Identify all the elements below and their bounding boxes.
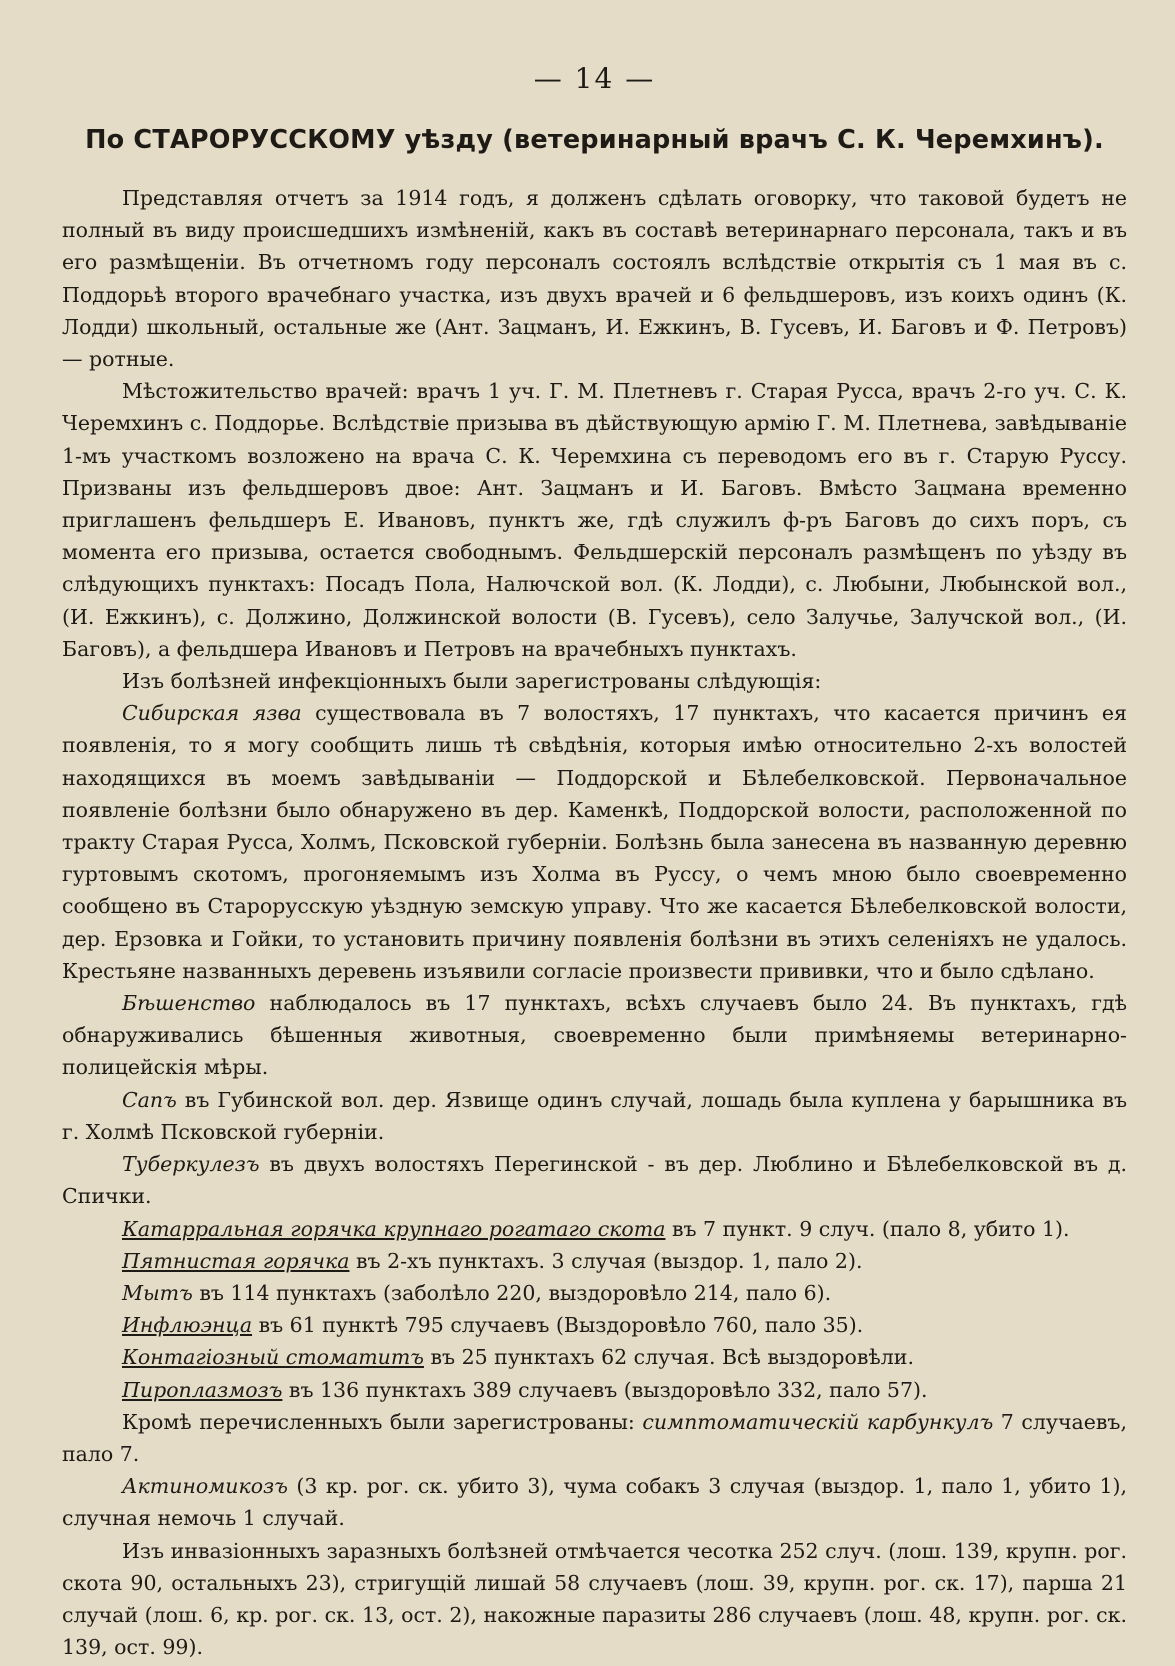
paragraph-residence: Мѣстожительство врачей: врачъ 1 уч. Г. М. Плетневъ г. Старая Русса, врачъ 2-го уч. С. К. Черемхинъ с. Поддорье. Вслѣдствіе призыва въ дѣйствующую армію Г. М. Плетнева, завѣдываніе 1-мъ участкомъ возложено на врача С. К. Черемхина съ переводомъ его въ г. Старую Руссу. Призваны изъ фельдшеровъ двое: Ант. Зацманъ и И. Баговъ. Вмѣсто Зацмана временно приглашенъ фельдшеръ Е. Ивановъ, пунктъ же, гдѣ служилъ ф-ръ Баговъ до сихъ поръ, съ момента его призыва, остается свободнымъ. Фельдшерскій персоналъ размѣщенъ по уѣзду въ слѣдующихъ пунктахъ: Посадъ Пола, Налючской вол. (К. Лодди), с. Любыни, Любынской вол., (И. Ежкинъ), с. Должино, Должинской волости (В. Гусевъ), село Залучье, Залучской вол., (И. Баговъ), а фельдшера Ивановъ и Петровъ на врачебныхъ пунктахъ.	[62, 379, 1127, 661]
term-rabies: Бѣшенство	[122, 991, 256, 1016]
text-stomatitis: въ 25 пунктахъ 62 случая. Всѣ выздоровѣли.	[423, 1345, 914, 1370]
text-anthrax: существовала въ 7 волостяхъ, 17 пунктахъ, что касается причинъ ея появленія, то я могу сообщить лишь тѣ свѣдѣнія, которыя имѣю относительно 2-хъ волостей находящихся въ моемъ завѣдываніи — Поддорской и Бѣлебелковской. Первоначальное появленіе болѣзни было обнаружено въ дер. Каменкѣ, Поддорской волости, расположенной по тракту Старая Русса, Холмъ, Псковской губерніи. Болѣзнь была занесена въ названную деревню гуртовымъ скотомъ, прогоняемымъ изъ Холма въ Руссу, о чемъ мною было своевременно сообщено въ Старорусскую уѣздную земскую управу. Что же касается Бѣлебелковской волости, дер. Ерзовка и Гойки, то установить причину появленія болѣзни въ этихъ селеніяхъ не удалось. Крестьяне названныхъ деревень изъявили согласіе произвести прививки, что и было сдѣлано.	[62, 701, 1127, 983]
text-strangles: въ 114 пунктахъ (заболѣло 220, выздоровѣло 214, пало 6).	[192, 1280, 832, 1305]
term-glanders: Сапъ	[122, 1087, 177, 1112]
text-carbuncle-intro: Кромѣ перечисленныхъ были зарегистрованы:	[122, 1409, 643, 1434]
text-actinomycosis: (3 кр. рог. ск. убито 3), чума собакъ 3 случая (выздор. 1, пало 1, убито 1), случная немочь 1 случай.	[62, 1474, 1127, 1531]
term-anthrax: Сибирская язва	[122, 701, 302, 726]
paragraph-spotted-fever	[62, 1245, 1127, 1277]
paragraph-piroplasmosis	[62, 1374, 1127, 1406]
paragraph-tuberculosis	[62, 1148, 1127, 1212]
paragraph-rabies	[62, 987, 1127, 1084]
term-strangles: Мытъ	[122, 1280, 193, 1305]
paragraph-catarrhal-fever	[62, 1213, 1127, 1245]
paragraph-influenza	[62, 1309, 1127, 1341]
text-influenza: въ 61 пунктѣ 795 случаевъ (Выздоровѣло 760, пало 35).	[252, 1313, 864, 1338]
text-tuberculosis: въ двухъ волостяхъ Перегинской - въ дер. Люблино и Бѣлебелковской въ д. Спички.	[62, 1152, 1127, 1209]
text-carbuncle: 7 случаевъ, пало 7.	[62, 1409, 1127, 1466]
paragraph-glanders	[62, 1084, 1127, 1148]
paragraph-invasive: Изъ инвазіонныхъ заразныхъ болѣзней отмѣчается чесотка 252 случ. (лош. 139, крупн. рог. скота 90, остальныхъ 23), стригущій лишай 58 случаевъ (лош. 39, крупн. рог. ск. 17), парша 21 случай (лош. 6, кр. рог. ск. 13, ост. 2), накожные паразиты 286 случаевъ (лош. 48, крупн. рог. ск. 139, ост. 99).	[62, 1538, 1127, 1660]
section-heading: По СТАРОРУССКОМУ уѣзду (ветеринарный врачъ С. К. Черемхинъ).	[85, 125, 1104, 155]
term-influenza: Инфлюэнца	[122, 1313, 253, 1338]
paragraph-anthrax	[62, 697, 1127, 987]
term-tuberculosis: Туберкулезъ	[122, 1152, 260, 1177]
term-spotted-fever: Пятнистая горячка	[122, 1248, 350, 1273]
text-piroplasmosis: въ 136 пунктахъ 389 случаевъ (выздоровѣло 332, пало 57).	[282, 1377, 928, 1402]
term-catarrhal-fever: Катарральная горячка крупнаго рогатаго скота	[122, 1216, 666, 1241]
paragraph-actinomycosis	[62, 1470, 1127, 1534]
paragraph-infectious-intro: Изъ болѣзней инфекціонныхъ были зарегистрованы слѣдующія:	[122, 669, 822, 694]
paragraph-stomatitis	[62, 1341, 1127, 1373]
text-catarrhal-fever: въ 7 пункт. 9 случ. (пало 8, убито 1).	[665, 1216, 1070, 1241]
term-actinomycosis: Актиномикозъ	[122, 1474, 288, 1499]
term-piroplasmosis: Пироплазмозъ	[122, 1377, 283, 1402]
text-rabies: наблюдалось въ 17 пунктахъ, всѣхъ случаевъ было 24. Въ пунктахъ, гдѣ обнаруживались бѣшенныя животныя, своевременно были примѣняемы ветеринарно-полицейскія мѣры.	[62, 991, 1127, 1080]
text-glanders: въ Губинской вол. дер. Язвище одинъ случай, лошадь была куплена у барышника въ г. Холмѣ Псковской губерніи.	[62, 1087, 1127, 1144]
paragraph-staff: Представляя отчетъ за 1914 годъ, я долженъ сдѣлать оговорку, что таковой будетъ не полный въ виду происшедшихъ измѣненій, какъ въ составѣ ветеринарнаго персонала, такъ и въ его размѣщеніи. Въ отчетномъ году персоналъ состоялъ вслѣдствіе открытія съ 1 мая въ с. Поддорьѣ второго врачебнаго участка, изъ двухъ врачей и 6 фельдшеровъ, изъ коихъ одинъ (К. Лодди) школьный, остальные же (Ант. Зацманъ, И. Ежкинъ, В. Гусевъ, И. Баговъ и Ф. Петровъ) — ротные.	[62, 186, 1127, 372]
page-number: — 14 —	[533, 62, 656, 95]
text-spotted-fever: въ 2-хъ пунктахъ. 3 случая (выздор. 1, пало 2).	[349, 1248, 863, 1273]
paragraph-strangles	[62, 1277, 1127, 1309]
report-body	[62, 182, 1127, 1663]
paragraph-carbuncle	[62, 1406, 1127, 1470]
term-carbuncle: симптоматическій карбункулъ	[642, 1409, 994, 1434]
term-stomatitis: Контагіозный стоматитъ	[122, 1345, 424, 1370]
